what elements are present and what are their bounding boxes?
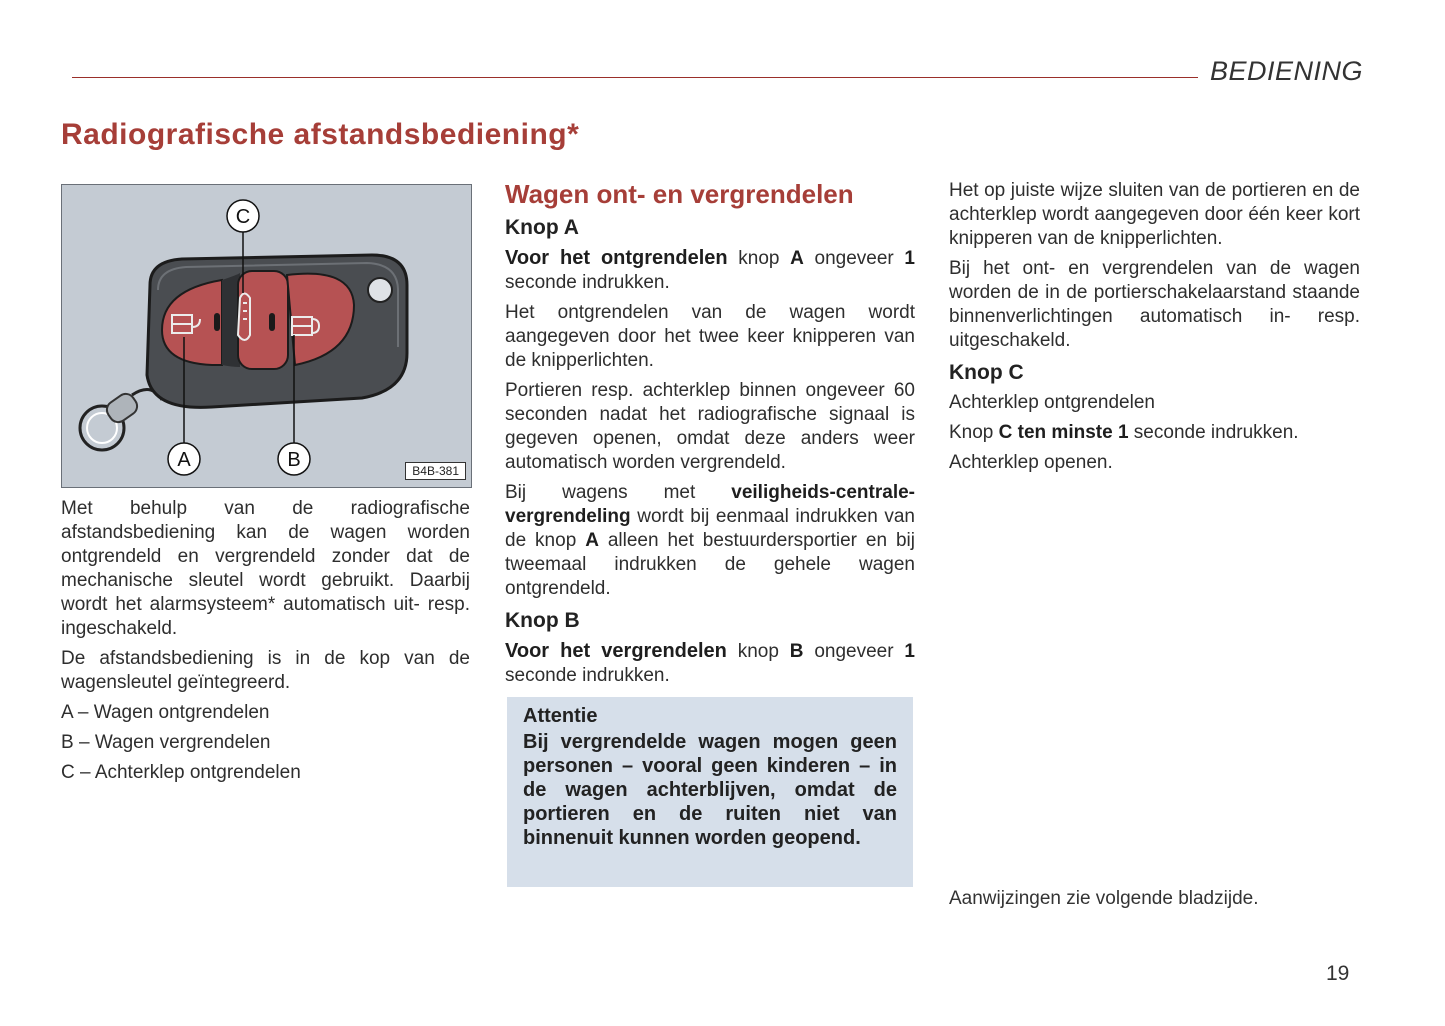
knop-a-timeout: Portieren resp. achterklep binnen ongeveer 60 seconden nadat het radiografische signaal is gegeven openen, omdat deze anders weer automatisch worden vergrendeld. <box>505 380 915 473</box>
warning-text: Bij vergrendelde wagen mogen geen personen – vooral geen kinderen – in de wagen achterblijven, omdat de portieren en de ruiten niet van binnenuit kunnen worden geopend. <box>523 731 897 849</box>
knop-a-signal: Het ontgrendelen van de wagen wordt aangegeven door het twee keer knipperen van de knipperlichten. <box>505 302 915 371</box>
knop-c-instruction: Knop C ten minste 1 seconde indrukken. <box>949 422 1299 443</box>
knop-c-result: Achterklep openen. <box>949 452 1113 473</box>
warning-title: Attentie <box>523 705 598 727</box>
footer-note: Aanwijzingen zie volgende bladzijde. <box>949 888 1259 909</box>
knop-c-function: Achterklep ontgrendelen <box>949 392 1155 413</box>
key-release-button <box>368 278 392 302</box>
subheading: Wagen ont- en vergrendelen <box>505 179 854 209</box>
integration-paragraph: De afstandsbediening is in de kop van de wagensleutel geïntegreerd. <box>61 648 470 693</box>
key-clip <box>103 390 140 425</box>
callout-a <box>168 443 200 475</box>
svg-text:B: B <box>287 449 301 471</box>
column-1 <box>61 497 470 791</box>
interior-light-paragraph: Bij het ont- en vergrendelen van de wagen worden de in de portierschakelaarstand staande binnenverlichtingen automatisch in- resp. uitgeschakeld. <box>949 258 1360 351</box>
header-rule <box>72 77 1198 78</box>
key-fob-illustration <box>62 185 471 487</box>
key-fob-figure <box>61 184 472 488</box>
knop-b-instruction: Voor het vergrendelen knop B ongeveer 1 seconde indrukken. <box>505 640 915 686</box>
legend-item-c: C – Achterklep ontgrendelen <box>61 762 301 783</box>
figure-code: B4B-381 <box>405 462 466 480</box>
closing-signal-paragraph: Het op juiste wijze sluiten van de portieren en de achterklep wordt aangegeven door één keer kort knipperen van de knipperlichten. <box>949 180 1360 249</box>
column-2 <box>505 178 915 694</box>
knop-b-heading: Knop B <box>505 609 580 632</box>
intro-paragraph: Met behulp van de radiografische afstandsbediening kan de wagen worden ontgrendeld en vergrendeld zonder dat de mechanische sleutel wordt gebruikt. Daarbij wordt het alarmsysteem* automatisch uit- resp. ingeschakeld. <box>61 498 470 639</box>
knop-a-instruction: Voor het ontgrendelen knop A ongeveer 1 seconde indrukken. <box>505 247 915 293</box>
knop-a-safety-lock: Bij wagens met veiligheids-centrale-vergrendeling wordt bij eenmaal indrukken van de knop A alleen het bestuurdersportier en bij tweemaal indrukken de gehele wagen ontgrendeld. <box>505 482 915 599</box>
legend-item-b: B – Wagen vergrendelen <box>61 732 271 753</box>
knop-c-heading: Knop C <box>949 361 1024 384</box>
section-label: BEDIENING <box>1210 56 1364 86</box>
page-number: 19 <box>1326 962 1350 985</box>
page-title: Radiografische afstandsbediening* <box>61 118 580 151</box>
knop-a-heading: Knop A <box>505 216 579 239</box>
callout-b <box>278 443 310 475</box>
callout-c <box>227 200 259 232</box>
svg-text:A: A <box>177 449 191 471</box>
legend-item-a: A – Wagen ontgrendelen <box>61 702 270 723</box>
svg-text:C: C <box>235 206 251 228</box>
warning-box <box>507 697 913 887</box>
column-3 <box>949 179 1360 481</box>
